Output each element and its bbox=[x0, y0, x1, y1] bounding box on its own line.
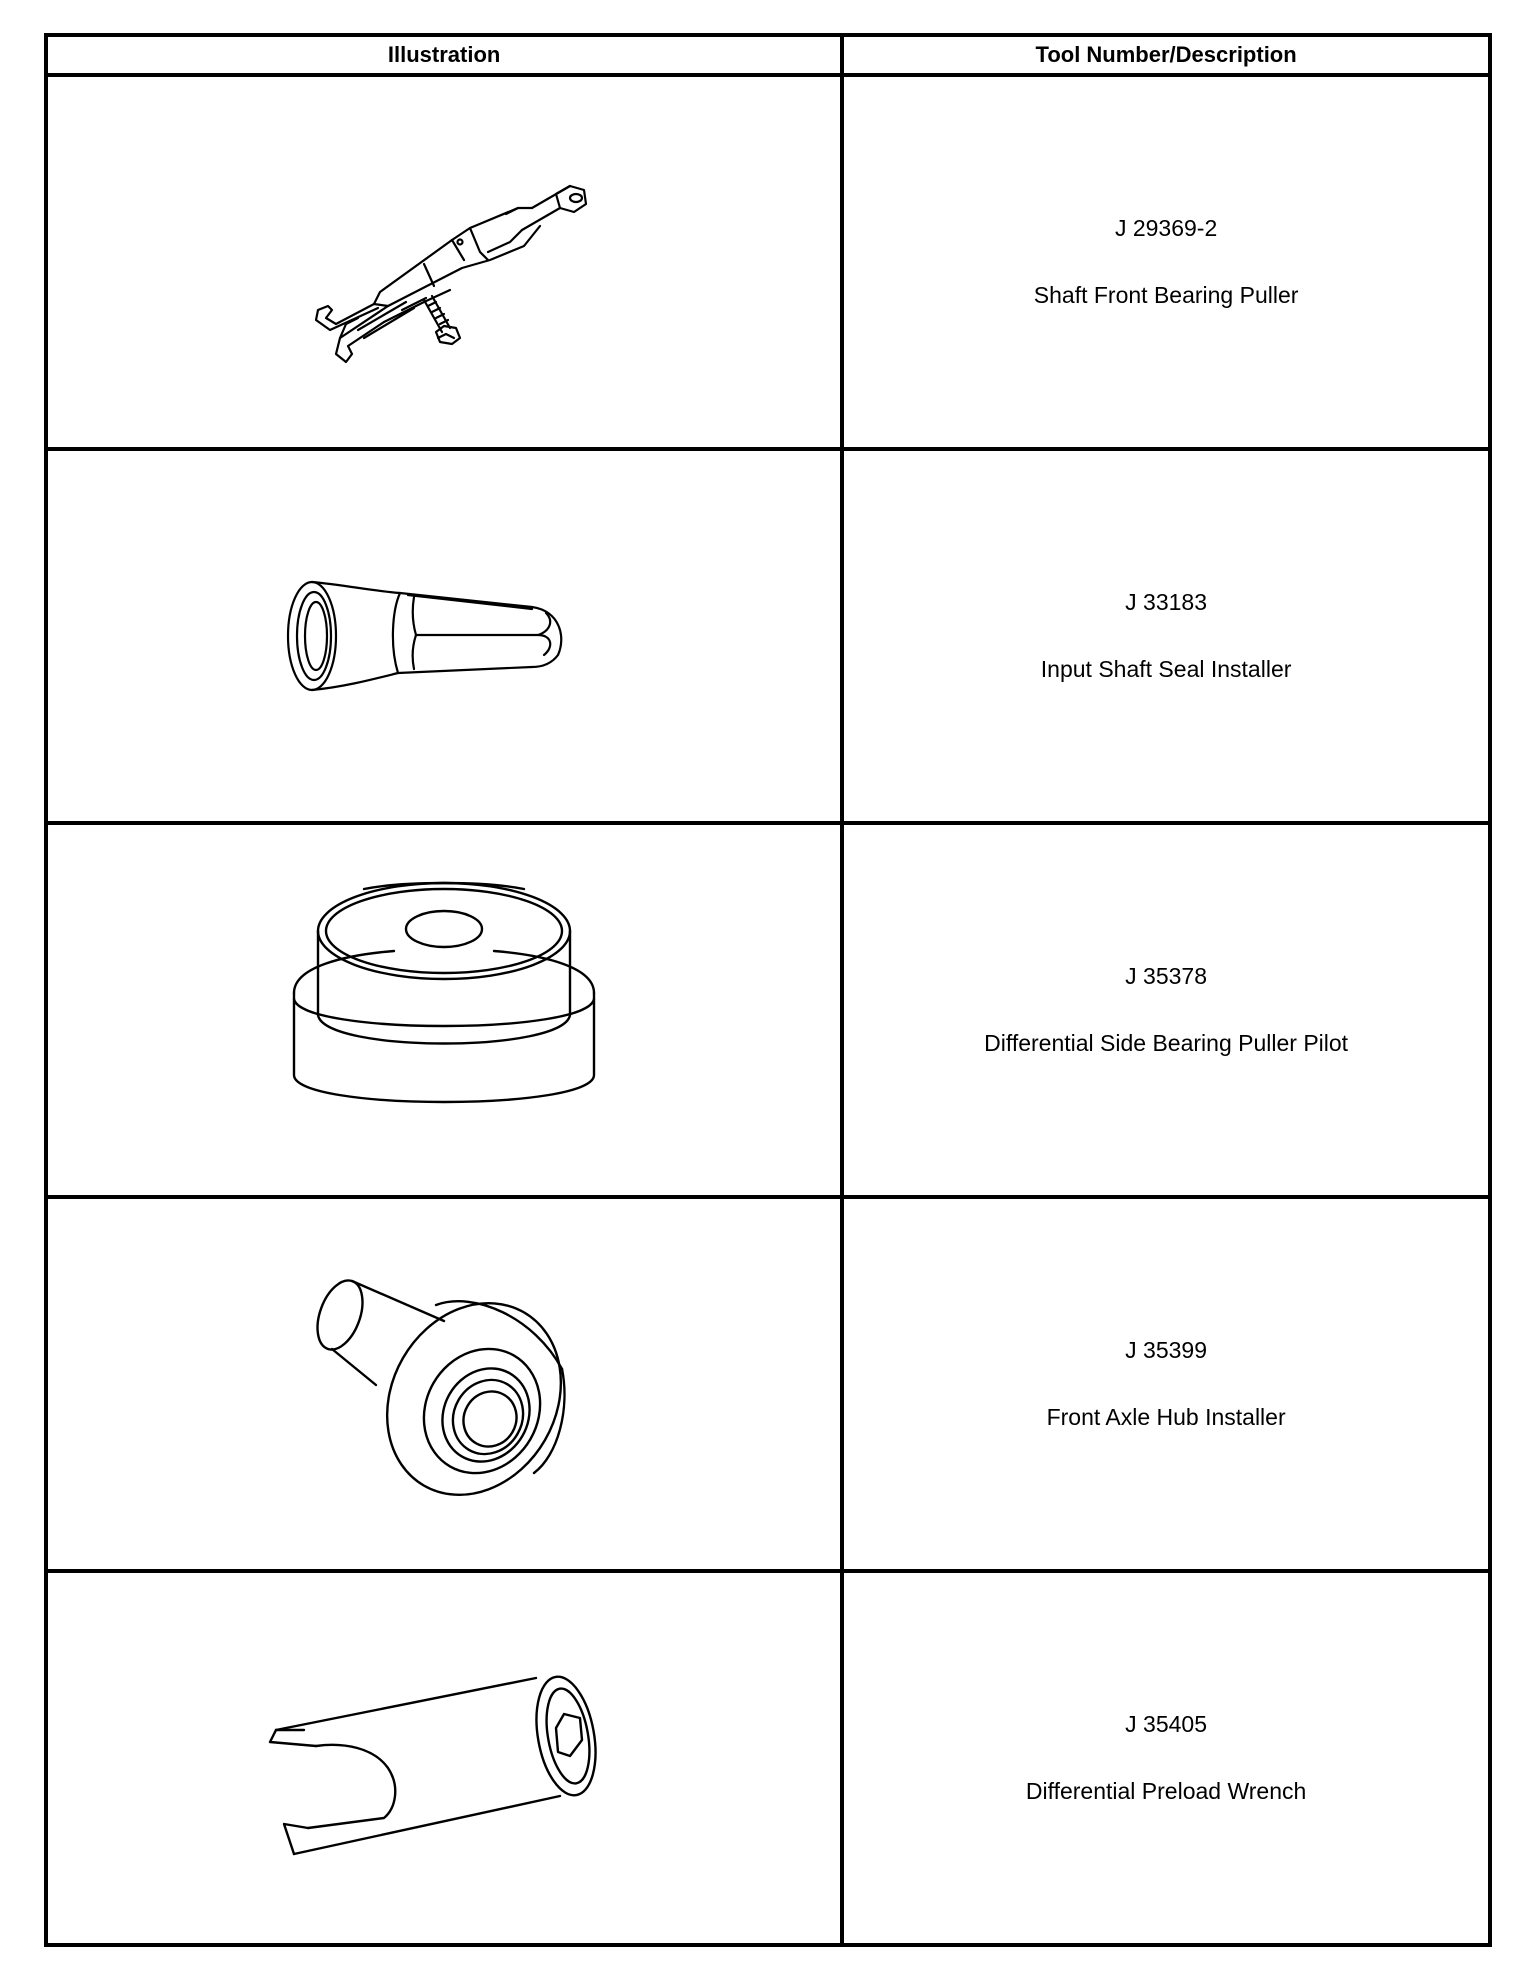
table-row bbox=[46, 75, 1490, 449]
illustration-cell bbox=[46, 75, 842, 449]
tool-number: J 29369-2 bbox=[1114, 215, 1218, 241]
description-cell bbox=[842, 1571, 1490, 1945]
tool-description: Shaft Front Bearing Puller bbox=[1033, 282, 1299, 308]
tool-number: J 33183 bbox=[1125, 589, 1208, 615]
tool-description: Front Axle Hub Installer bbox=[1046, 1404, 1286, 1430]
hub-installer-icon bbox=[304, 1259, 584, 1509]
illustration-cell bbox=[46, 449, 842, 823]
tool-table bbox=[44, 33, 1492, 1947]
illustration-cell bbox=[46, 823, 842, 1197]
puller-pilot-icon bbox=[284, 875, 604, 1145]
tool-number: J 35378 bbox=[1125, 963, 1208, 989]
illustration-cell bbox=[46, 1571, 842, 1945]
tool-description: Differential Preload Wrench bbox=[1025, 1778, 1307, 1804]
tool-number: J 35405 bbox=[1125, 1711, 1208, 1737]
seal-installer-icon bbox=[274, 551, 614, 721]
table-row bbox=[46, 823, 1490, 1197]
tool-number: J 35399 bbox=[1125, 1337, 1208, 1363]
table-header-row bbox=[46, 35, 1490, 75]
description-cell bbox=[842, 823, 1490, 1197]
description-cell bbox=[842, 75, 1490, 449]
header-tool-number-description: Tool Number/Description bbox=[842, 35, 1490, 75]
description-cell bbox=[842, 1197, 1490, 1571]
bearing-puller-icon bbox=[274, 142, 614, 382]
tool-description: Input Shaft Seal Installer bbox=[1040, 656, 1292, 682]
preload-wrench-icon bbox=[264, 1638, 624, 1878]
description-cell bbox=[842, 449, 1490, 823]
illustration-cell bbox=[46, 1197, 842, 1571]
table-row bbox=[46, 449, 1490, 823]
table-row bbox=[46, 1197, 1490, 1571]
table-row bbox=[46, 1571, 1490, 1945]
header-illustration: Illustration bbox=[46, 35, 842, 75]
tool-description: Differential Side Bearing Puller Pilot bbox=[984, 1030, 1349, 1056]
